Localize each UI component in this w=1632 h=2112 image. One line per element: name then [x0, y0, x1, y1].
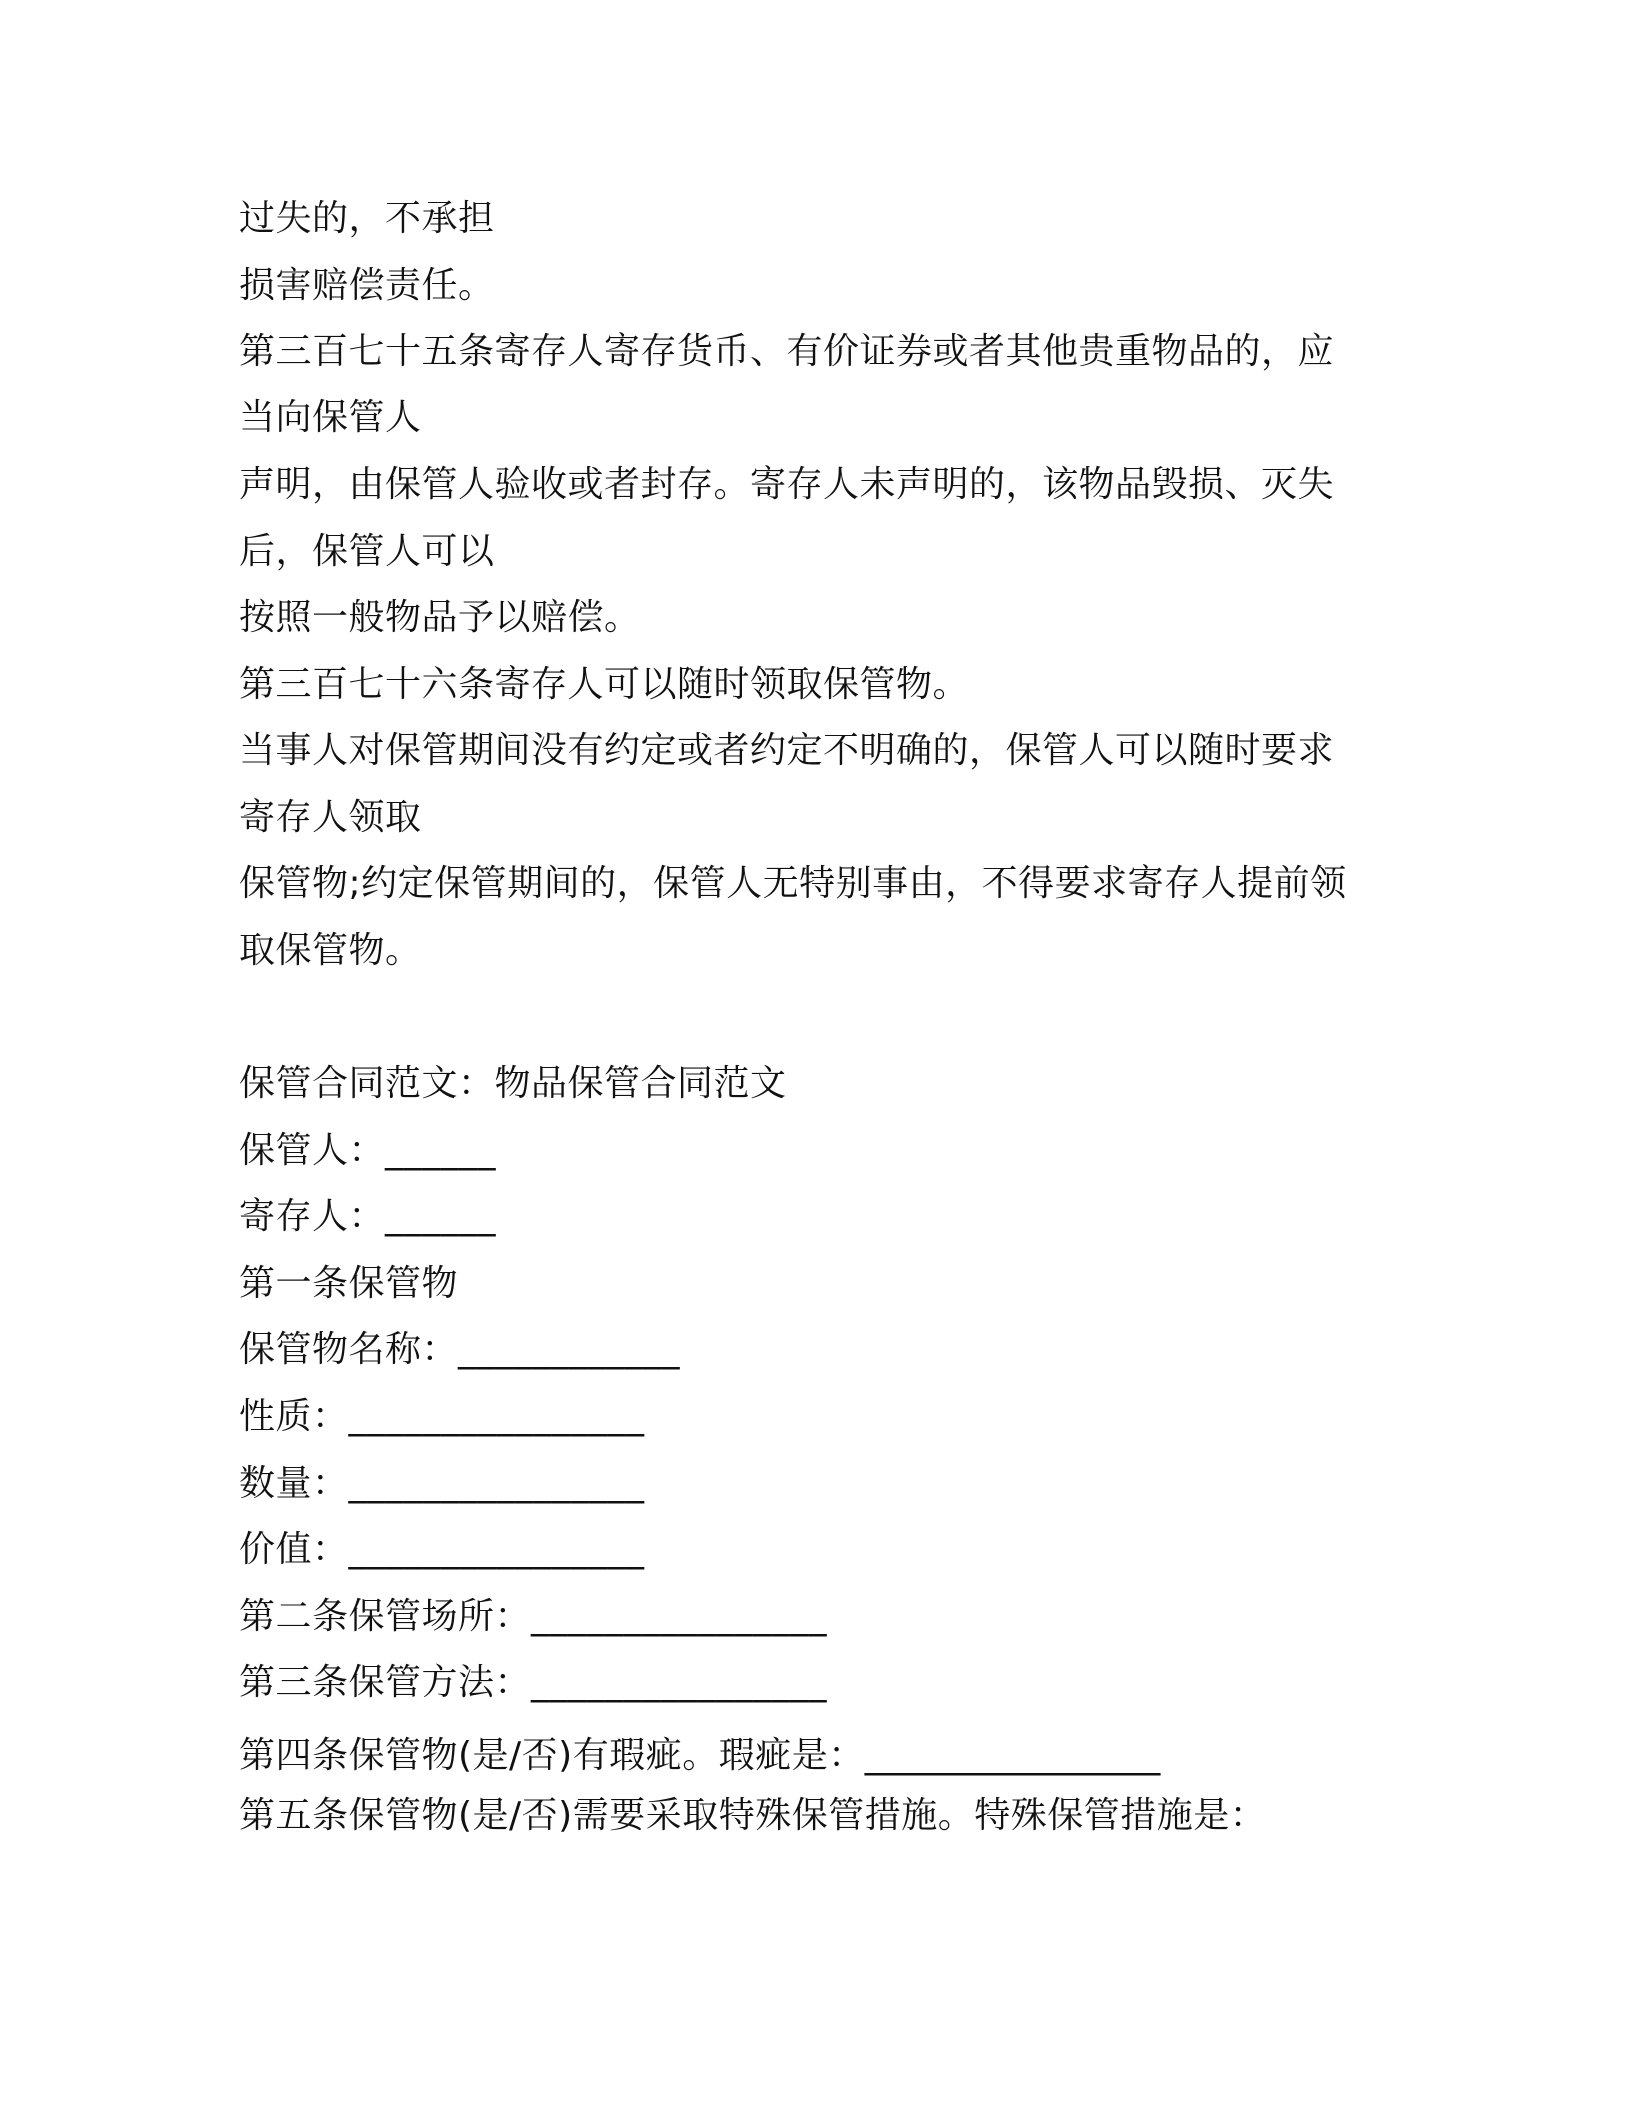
text-line: 保管人：______	[239, 1130, 497, 1171]
text-line: 第四条保管物(是/否)有瑕疵。瑕疵是：________________	[239, 1735, 1161, 1776]
text-line: 寄存人领取	[239, 797, 422, 838]
text-line: 价值：________________	[239, 1529, 645, 1570]
text-line: 寄存人：______	[239, 1196, 497, 1237]
text-line: 第三百七十五条寄存人寄存货币、有价证券或者其他贵重物品的，应	[239, 331, 1335, 372]
text-line: 过失的，不承担	[239, 198, 495, 239]
section-title: 保管合同范文：物品保管合同范文	[239, 1063, 787, 1104]
text-line: 保管物;约定保管期间的，保管人无特别事由，不得要求寄存人提前领	[239, 863, 1347, 904]
text-line: 损害赔偿责任。	[239, 265, 495, 306]
text-line: 第五条保管物(是/否)需要采取特殊保管措施。特殊保管措施是：	[239, 1795, 1267, 1836]
text-line: 第三条保管方法：________________	[239, 1662, 828, 1703]
text-line: 第三百七十六条寄存人可以随时领取保管物。	[239, 664, 970, 705]
text-line: 第一条保管物	[239, 1263, 459, 1304]
text-line: 第二条保管场所：________________	[239, 1596, 828, 1637]
text-line: 性质：________________	[239, 1396, 645, 1437]
text-line: 当向保管人	[239, 397, 422, 438]
text-line: 保管物名称：____________	[239, 1329, 681, 1370]
text-line: 取保管物。	[239, 930, 422, 971]
text-line: 按照一般物品予以赔偿。	[239, 597, 641, 638]
text-line: 后，保管人可以	[239, 531, 495, 572]
text-line: 当事人对保管期间没有约定或者约定不明确的，保管人可以随时要求	[239, 730, 1335, 771]
text-line: 数量：________________	[239, 1463, 645, 1504]
text-line: 声明，由保管人验收或者封存。寄存人未声明的，该物品毁损、灭失	[239, 464, 1335, 505]
